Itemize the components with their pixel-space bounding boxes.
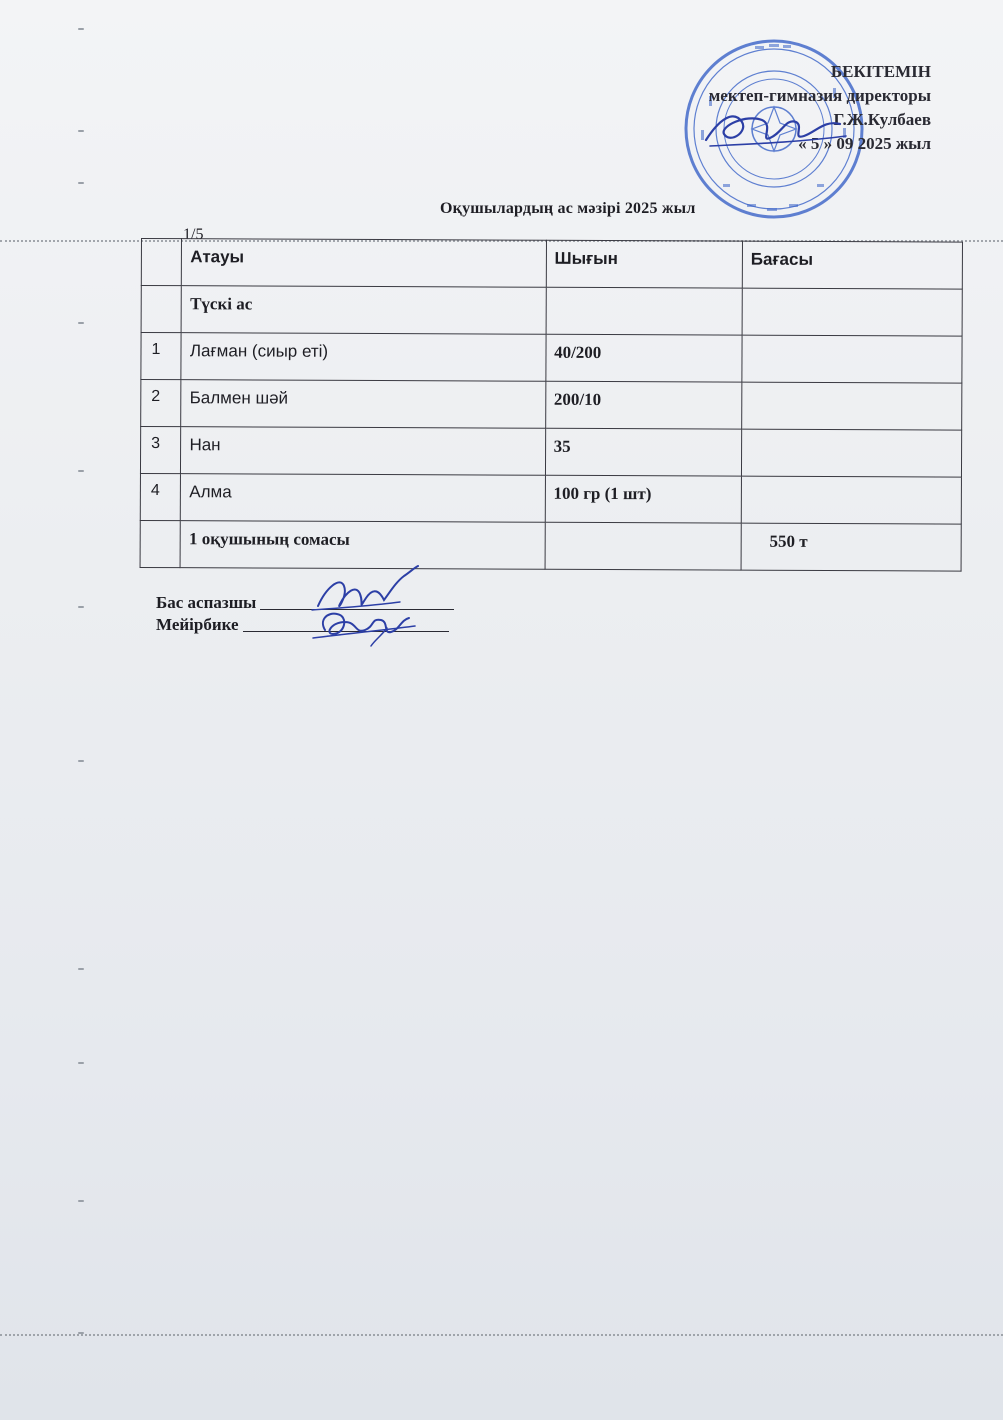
approval-heading: БЕКІТЕМІН: [830, 62, 931, 81]
section-price-cell: [742, 288, 962, 336]
row-price: [742, 335, 962, 383]
binder-hole: [78, 1062, 84, 1064]
total-value: 550 т: [741, 523, 961, 571]
row-number: 2: [141, 380, 182, 427]
total-number-cell: [140, 520, 181, 567]
director-signature-icon: [700, 100, 850, 160]
perforation-line: [0, 1334, 1003, 1336]
row-quantity: 35: [545, 428, 742, 476]
row-number: 4: [140, 473, 181, 520]
approval-date: « 5 » 09 2025 жыл: [798, 134, 931, 153]
document-title: Оқушылардың ас мәзірі 2025 жыл: [440, 200, 696, 217]
binder-hole: [78, 1200, 84, 1202]
row-price: [741, 476, 961, 524]
section-quantity-cell: [546, 287, 743, 335]
row-number: 3: [140, 427, 181, 474]
nurse-label: Мейірбике: [156, 615, 239, 634]
binder-hole: [78, 182, 84, 184]
chef-label: Бас аспазшы: [156, 593, 257, 612]
row-price: [742, 382, 962, 430]
binder-hole: [78, 606, 84, 608]
row-price: [741, 429, 961, 477]
menu-table: [140, 238, 963, 572]
approval-position: мектеп-гимназия директоры: [708, 86, 931, 105]
binder-hole: [78, 760, 84, 762]
row-name: Лағман (сиыр еті): [181, 333, 545, 382]
total-quantity-cell: [545, 522, 742, 570]
section-number-cell: [141, 286, 182, 333]
table-row: [140, 427, 961, 478]
row-name: Нан: [181, 427, 545, 476]
header-cell-name: Атауы: [182, 239, 546, 288]
row-number: 1: [141, 333, 182, 380]
row-name: Алма: [181, 474, 545, 523]
total-row: [140, 520, 961, 571]
section-row: [141, 286, 962, 337]
nurse-signature-icon: [305, 600, 420, 652]
header-cell-quantity: Шығын: [546, 240, 743, 288]
row-quantity: 40/200: [545, 334, 742, 382]
table-row: [141, 380, 962, 431]
table-row: [141, 333, 962, 384]
row-name: Балмен шәй: [181, 380, 545, 429]
binder-hole: [78, 470, 84, 472]
row-quantity: 100 гр (1 шт): [545, 475, 742, 523]
header-cell-price: Бағасы: [742, 241, 962, 289]
binder-hole: [78, 968, 84, 970]
header-cell-number: [141, 239, 182, 286]
table-header-row: [141, 239, 962, 290]
table-row: [140, 473, 961, 524]
binder-hole: [78, 130, 84, 132]
total-label: 1 оқушының сомасы: [180, 521, 544, 570]
binder-hole: [78, 28, 84, 30]
page-number: 1/5: [183, 226, 204, 243]
binder-holes: [78, 0, 90, 1420]
binder-hole: [78, 322, 84, 324]
approval-director-name: Г.Ж.Кулбаев: [833, 110, 931, 129]
row-quantity: 200/10: [545, 381, 742, 429]
section-label: Түскі ас: [181, 286, 545, 335]
